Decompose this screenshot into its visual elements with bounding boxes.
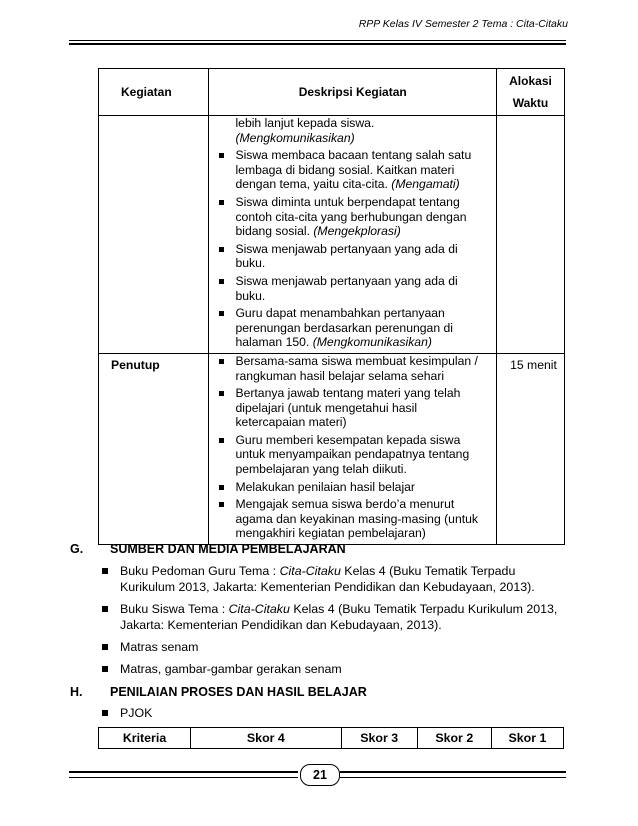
header-deskripsi: Deskripsi Kegiatan bbox=[209, 69, 497, 116]
section-h-heading bbox=[70, 685, 367, 699]
item-text: Siswa menjawab pertanyaan yang ada di buku. bbox=[235, 273, 458, 303]
item-pre-text: PJOK bbox=[120, 706, 153, 720]
list-item bbox=[215, 497, 496, 541]
continued-activity-list bbox=[209, 116, 496, 350]
table-header-row bbox=[99, 69, 565, 116]
list-item bbox=[98, 639, 568, 655]
item-text: Siswa membaca bacaan tentang salah satu lembaga di bidang sosial. Kaitkan materi dengan tema, yaitu cita-cita. bbox=[235, 148, 472, 192]
row-continued-kegiatan bbox=[99, 116, 209, 354]
row-penutup-deskripsi bbox=[209, 353, 497, 544]
section-g-list bbox=[98, 563, 568, 683]
table-row-continued bbox=[99, 116, 565, 354]
item-text: Guru dapat menambahkan pertanyaan perenungan berdasarkan perenungan di halaman 150. bbox=[235, 306, 453, 350]
score-header-cell: Skor 3 bbox=[341, 728, 417, 749]
item-pre-text: Matras, gambar-gambar gerakan senam bbox=[120, 662, 342, 676]
list-item bbox=[215, 195, 496, 239]
list-item bbox=[215, 306, 496, 350]
row-penutup-waktu: 15 menit bbox=[496, 353, 564, 544]
item-italic-text: Cita-Citaku bbox=[228, 602, 290, 616]
item-pre-text: Buku Siswa Tema : bbox=[120, 602, 229, 616]
row-continued-waktu bbox=[496, 116, 564, 354]
list-item bbox=[98, 661, 568, 677]
header-kegiatan: Kegiatan bbox=[99, 69, 209, 116]
item-italic-text: (Mengekplorasi) bbox=[313, 224, 401, 239]
header-alokasi-line2: Waktu bbox=[512, 96, 549, 110]
list-item bbox=[215, 274, 496, 303]
header-rule bbox=[69, 40, 566, 41]
list-item bbox=[215, 354, 496, 383]
list-item bbox=[215, 386, 496, 430]
list-item bbox=[215, 148, 496, 192]
item-pre-text: Buku Pedoman Guru Tema : bbox=[120, 564, 280, 578]
row-penutup-kegiatan: Penutup bbox=[99, 353, 209, 544]
list-item bbox=[98, 601, 568, 633]
list-item bbox=[98, 705, 568, 721]
penutup-activity-list bbox=[209, 354, 496, 541]
row-continued-deskripsi bbox=[209, 116, 497, 354]
score-header-cell: Skor 4 bbox=[191, 728, 342, 749]
score-header-row bbox=[99, 728, 564, 749]
item-text: Guru memberi kesempatan kepada siswa untuk menyampaikan pendapatnya tentang pembelajaran yang telah diikuti. bbox=[235, 432, 470, 477]
item-italic-text: (Mengkomunikasikan) bbox=[235, 130, 355, 145]
item-text: Mengajak semua siswa berdo’a menurut agama dan keyakinan masing-masing (untuk mengakhiri kegiatan pembelajaran) bbox=[235, 497, 478, 541]
section-g-title: SUMBER DAN MEDIA PEMBELAJARAN bbox=[110, 542, 346, 556]
item-pre-text: Matras senam bbox=[120, 640, 199, 654]
item-text: lebih lanjut kepada siswa. bbox=[235, 116, 375, 130]
item-post-text: Kelas 4 (Buku Tematik Terpadu Kurikulum 2013, Jakarta: Kementerian Pendidikan dan Kebudayaan, 2013). bbox=[120, 602, 558, 632]
footer-rule-right bbox=[340, 771, 566, 778]
section-g-letter: G. bbox=[70, 542, 84, 556]
header-alokasi bbox=[496, 69, 564, 116]
list-item bbox=[215, 433, 496, 477]
item-text: Bertanya jawab tentang materi yang telah dipelajari (untuk mengetahui hasil ketercapaian materi) bbox=[235, 386, 461, 430]
item-text: Siswa diminta untuk berpendapat tentang contoh cita-cita yang berhubungan dengan bidang sosial. bbox=[235, 194, 467, 239]
header-rule-thick bbox=[69, 43, 566, 45]
list-item bbox=[215, 116, 496, 145]
footer-rule-left bbox=[69, 771, 298, 778]
list-item bbox=[215, 242, 496, 271]
item-italic-text: (Mengkomunikasikan) bbox=[312, 335, 432, 350]
section-h-list bbox=[98, 705, 568, 727]
score-header-cell: Kriteria bbox=[99, 728, 191, 749]
section-h-title: PENILAIAN PROSES DAN HASIL BELAJAR bbox=[110, 685, 367, 699]
header-alokasi-line1: Alokasi bbox=[509, 74, 552, 88]
item-text: Bersama-sama siswa membuat kesimpulan / rangkuman hasil belajar selama sehari bbox=[235, 353, 478, 383]
item-italic-text: Cita-Citaku bbox=[279, 564, 341, 578]
score-table bbox=[98, 727, 564, 749]
item-italic-text: (Mengamati) bbox=[391, 177, 460, 192]
list-item bbox=[215, 480, 496, 495]
item-post-text: Kelas 4 (Buku Tematik Terpadu Kurikulum 2013, Jakarta: Kementerian Pendidikan dan Kebudayaan, 2013). bbox=[120, 564, 535, 594]
page-number: 21 bbox=[300, 764, 340, 786]
activity-table bbox=[98, 68, 565, 545]
item-text: Siswa menjawab pertanyaan yang ada di buku. bbox=[235, 241, 458, 271]
table-row-penutup bbox=[99, 353, 565, 544]
item-text: Melakukan penilaian hasil belajar bbox=[235, 479, 415, 494]
score-header-cell: Skor 1 bbox=[491, 728, 563, 749]
running-header: RPP Kelas IV Semester 2 Tema : Cita-Citaku bbox=[358, 18, 568, 30]
section-g-heading bbox=[70, 542, 346, 556]
section-h-letter: H. bbox=[70, 685, 83, 699]
score-header-cell: Skor 2 bbox=[417, 728, 491, 749]
list-item bbox=[98, 563, 568, 595]
